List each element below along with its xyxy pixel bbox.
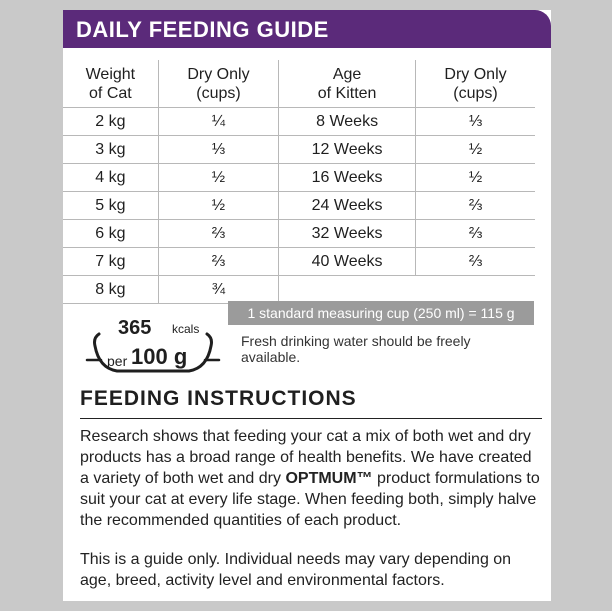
per-value: 100 g: [131, 344, 188, 369]
cat-cups: ½: [158, 192, 278, 220]
instructions-title: FEEDING INSTRUCTIONS: [80, 387, 357, 410]
feeding-table: [63, 60, 535, 304]
kitten-cups: ⅓: [416, 108, 535, 136]
table-row: [63, 108, 535, 136]
table-row: [63, 220, 535, 248]
section-divider: [80, 418, 542, 419]
cat-weight: 4 kg: [63, 164, 158, 192]
kitten-cups: ½: [416, 164, 535, 192]
kitten-age: 40 Weeks: [279, 248, 416, 276]
kitten-age: 8 Weeks: [279, 108, 416, 136]
table-row: [63, 248, 535, 276]
header-weight: Weight of Cat: [63, 60, 158, 108]
kitten-age: 32 Weeks: [279, 220, 416, 248]
kitten-age: 16 Weeks: [279, 164, 416, 192]
cat-cups: ¼: [158, 108, 278, 136]
feeding-guide-card: [63, 10, 551, 601]
per-label: per: [107, 353, 128, 369]
instructions-paragraph: Research shows that feeding your cat a mix of both wet and dry products has a broad range of health benefits. We have created a variety of both wet and dry OPTMUM™ product formulations to suit your cat at every life stage. When feeding both, simply halve the recommended quantities of each product.: [80, 428, 540, 529]
kitten-cups: ⅔: [416, 248, 535, 276]
guide-header: [63, 10, 551, 48]
cat-weight: 6 kg: [63, 220, 158, 248]
cat-weight: 8 kg: [63, 276, 158, 304]
header-kitten-cups: Dry Only (cups): [416, 60, 535, 108]
kitten-cups: ⅔: [416, 192, 535, 220]
cat-cups: ⅔: [158, 220, 278, 248]
cat-cups: ⅔: [158, 248, 278, 276]
brand-name: OPTMUM™: [285, 470, 373, 487]
empty-cell: [279, 276, 416, 304]
cat-weight: 5 kg: [63, 192, 158, 220]
table-row: [63, 276, 535, 304]
header-age: Age of Kitten: [279, 60, 416, 108]
kitten-cups: ⅔: [416, 220, 535, 248]
cat-weight: 2 kg: [63, 108, 158, 136]
empty-cell: [416, 276, 535, 304]
table-row: [63, 192, 535, 220]
cat-weight: 3 kg: [63, 136, 158, 164]
water-note: Fresh drinking water should be freely available.: [241, 333, 471, 365]
table-row: [63, 136, 535, 164]
cat-cups: ½: [158, 164, 278, 192]
kitten-cups: ½: [416, 136, 535, 164]
table-header-row: [63, 60, 535, 108]
table-row: [63, 164, 535, 192]
kcal-unit: kcals: [172, 322, 200, 336]
cat-cups: ¾: [158, 276, 278, 304]
kitten-age: 12 Weeks: [279, 136, 416, 164]
header-cat-cups: Dry Only (cups): [158, 60, 278, 108]
kitten-age: 24 Weeks: [279, 192, 416, 220]
guide-disclaimer: This is a guide only. Individual needs may vary depending on age, breed, activity level and environmental factors.: [80, 551, 512, 589]
cat-cups: ⅓: [158, 136, 278, 164]
kcal-value: 365: [118, 317, 152, 339]
cat-weight: 7 kg: [63, 248, 158, 276]
measuring-cup-note: 1 standard measuring cup (250 ml) = 115 g: [228, 301, 534, 325]
guide-title: DAILY FEEDING GUIDE: [76, 17, 329, 42]
